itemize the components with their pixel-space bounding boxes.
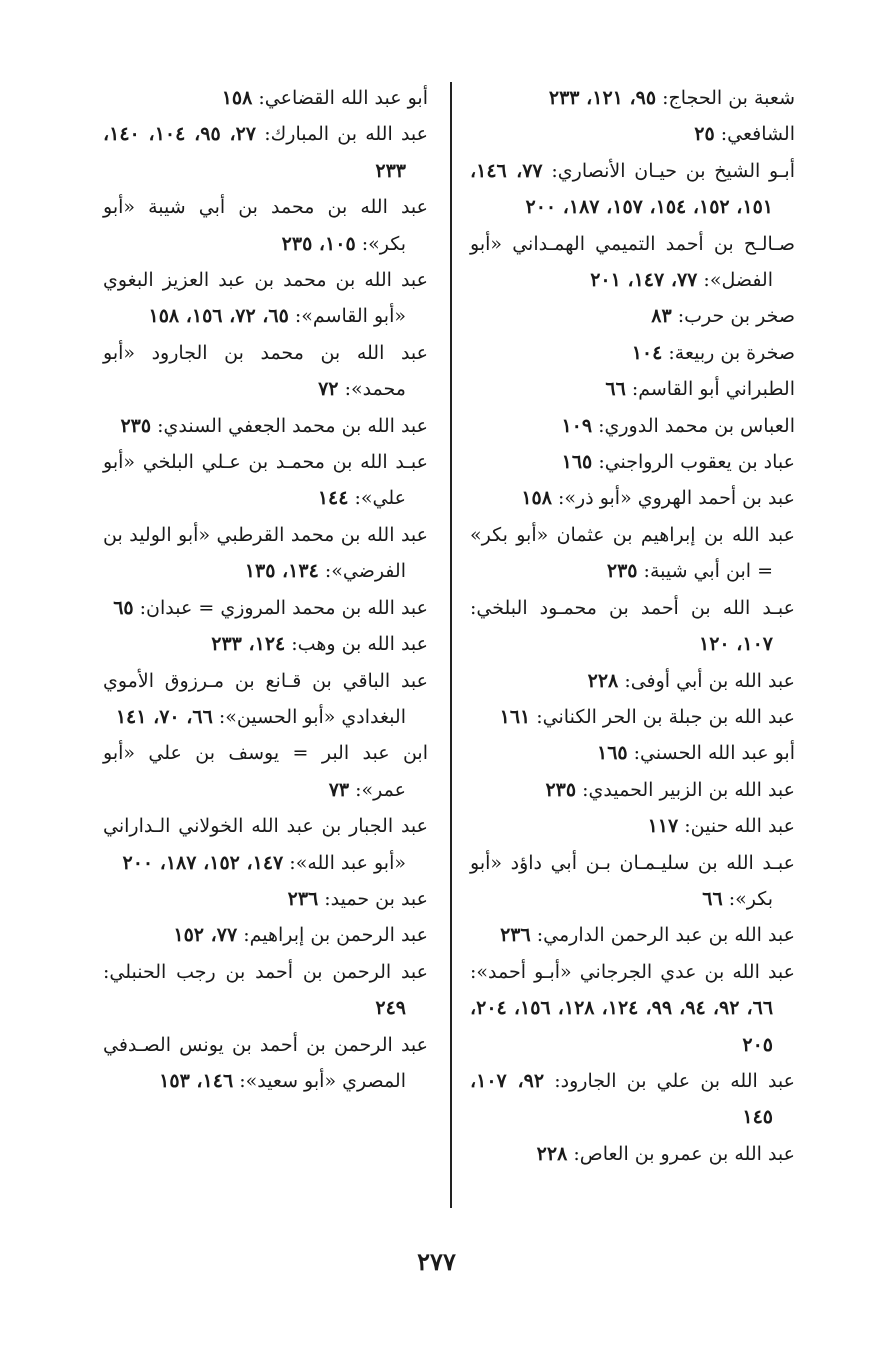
entry-name: عبد الله بن محمد بن أبي شيبة «أبو بكر»: [103, 196, 428, 255]
index-entry [470, 699, 795, 735]
entry-page-refs: ٦٦، ٧٠، ١٤١ [115, 705, 213, 728]
entry-page-refs: ٢٣٥ [120, 414, 152, 437]
index-entry [103, 590, 428, 626]
entry-page-refs: ٦٦ [702, 887, 723, 910]
entry-page-refs: ١٦١ [499, 705, 531, 728]
entry-name: عبد الله بن علي بن الجارود: [554, 1069, 795, 1092]
entry-name: عبـد الله بن سليـمـان بـن أبي داؤد «أبو بكر»: [470, 851, 795, 910]
index-entry [470, 116, 795, 152]
index-entry [470, 226, 795, 299]
entry-name: عبـد الله بن أحمد بن محمـود البلخي: [470, 596, 795, 619]
entry-name: عبد الله بن محمد الجعفي السندي: [157, 414, 428, 437]
entry-name: عبد الله بن عدي الجرجاني «أبـو أحمد»: [470, 960, 795, 983]
index-entry [470, 444, 795, 480]
index-column-left [103, 80, 428, 1099]
index-entry [470, 590, 795, 663]
index-entry [470, 153, 795, 226]
entry-name: العباس بن محمد الدوري: [598, 414, 795, 437]
entry-name: الطبراني أبو القاسم: [631, 378, 795, 401]
index-entry [470, 735, 795, 771]
entry-name: عبد الله بن عمرو بن العاص: [573, 1142, 795, 1165]
entry-page-refs: ٧٢ [318, 378, 339, 401]
entry-page-refs: ١٠٧، ١٢٠ [699, 633, 773, 656]
index-entry [470, 845, 795, 918]
index-entry [103, 663, 428, 736]
entry-page-refs: ٦٦، ٩٢، ٩٤، ٩٩، ١٢٤، ١٢٨، ١٥٦، ٢٠٤، ٢٠٥ [470, 997, 774, 1056]
entry-name: عبد الله بن محمد بن الجارود «أبو محمد»: [103, 341, 428, 401]
entry-page-refs: ١٥٨ [521, 487, 552, 510]
entry-page-refs: ٢٧، ٩٥، ١٠٤، ١٤٠، ٢٣٣ [103, 123, 406, 182]
index-entry [103, 881, 428, 917]
entry-page-refs: ٢٥ [694, 123, 715, 146]
index-entry [103, 408, 428, 444]
index-entry [103, 735, 428, 808]
entry-name: عبد الرحمن بن إبراهيم: [243, 924, 428, 947]
index-entry [470, 808, 795, 844]
entry-name: عبد بن أحمد الهروي «أبو ذر»: [558, 487, 795, 510]
index-entry [103, 116, 428, 189]
entry-page-refs: ١٥٨ [221, 87, 253, 109]
index-entry [103, 517, 428, 590]
entry-name: عبد بن حميد: [324, 887, 428, 910]
entry-page-refs: ٢٣٦ [500, 924, 531, 947]
entry-name: عبد الجبار بن عبد الله الخولاني الـداراني «أبو عبد الله»: [103, 815, 428, 874]
index-entry [470, 335, 795, 371]
entry-name: أبو عبد الله القضاعي: [258, 87, 428, 109]
entry-name: عبد الله بن محمد بن عبد العزيز البغوي «أبو القاسم»: [103, 269, 428, 328]
entry-name: عبد الله بن المبارك: [264, 123, 428, 146]
index-entry [470, 371, 795, 407]
entry-name: عبد الله حنين: [684, 815, 795, 838]
entry-name: عبد الله بن وهب: [291, 633, 428, 656]
entry-page-refs: ٦٥، ٧٢، ١٥٦، ١٥٨ [148, 305, 289, 328]
index-entry [470, 954, 795, 1063]
entry-page-refs: ١٦٥ [561, 451, 593, 474]
index-entry [470, 917, 795, 953]
entry-name: عبد الباقي بن قـانع بن مـرزوق الأموي البغدادي «أبو الحسين»: [103, 669, 428, 728]
entry-page-refs: ٦٥ [113, 596, 134, 619]
entry-page-refs: ٧٧، ١٤٧، ٢٠١ [590, 269, 698, 292]
entry-page-refs: ٦٦ [605, 378, 626, 401]
entry-page-refs: ١١٧ [647, 815, 679, 838]
entry-page-refs: ٩٢، ١٠٧، ١٤٥ [470, 1069, 773, 1129]
column-divider [450, 82, 452, 1208]
index-column-right [470, 80, 795, 1172]
entry-page-refs: ١٤٦، ١٥٣ [159, 1069, 234, 1092]
entry-page-refs: ١٠٤ [631, 341, 663, 364]
entry-page-refs: ١٢٤، ٢٣٣ [211, 633, 286, 656]
index-entry [470, 1136, 795, 1172]
entry-page-refs: ٢٣٥ [606, 560, 638, 583]
index-entry [470, 772, 795, 808]
entry-name: عباد بن يعقوب الرواجني: [598, 451, 795, 474]
entry-page-refs: ٢٣٦ [287, 887, 319, 910]
entry-name: عبد الله بن محمد المروزي = عبدان: [139, 596, 428, 619]
entry-name: شعبة بن الحجاج: [662, 87, 795, 109]
index-entry [103, 189, 428, 262]
index-entry [103, 954, 428, 1027]
entry-page-refs: ١٤٤ [317, 487, 349, 510]
entry-page-refs: ٢٣٥ [545, 778, 577, 801]
index-entry [103, 262, 428, 335]
entry-name: عبد الله بن أبي أوفى: [624, 669, 795, 692]
entry-page-refs: ٢٢٨ [536, 1142, 568, 1165]
entry-name: عبد الله بن الزبير الحميدي: [582, 778, 795, 801]
entry-page-refs: ١٠٥، ٢٣٥ [281, 232, 356, 255]
entry-page-refs: ١٣٤، ١٣٥ [244, 560, 319, 583]
entry-name: ابن عبد البر = يوسف بن علي «أبو عمر»: [103, 742, 428, 801]
entry-name: الشافعي: [720, 123, 795, 146]
entry-name: عبد الله بن محمد القرطبي «أبو الوليد بن الفرضي»: [103, 523, 428, 583]
entry-name: عبد الله بن إبراهيم بن عثمان «أبو بكر» = ابن أبي شيبة: [470, 523, 795, 583]
entry-page-refs: ١٤٧، ١٥٢، ١٨٧، ٢٠٠ [122, 851, 284, 874]
index-entry [470, 663, 795, 699]
index-entry [470, 480, 795, 516]
entry-name: عبـد الله بن محمـد بن عـلي البلخي «أبو علي»: [103, 451, 428, 510]
entry-name: صخر بن حرب: [677, 305, 795, 328]
entry-page-refs: ٢٢٨ [587, 669, 619, 692]
index-entry [103, 80, 428, 116]
entry-name: عبد الله بن جبلة بن الحر الكناني: [536, 705, 795, 728]
entry-page-refs: ١٠٩ [561, 414, 593, 437]
index-entry [470, 298, 795, 334]
index-entry [103, 626, 428, 662]
entry-name: أبـو الشيخ بن حيـان الأنصاري: [551, 159, 795, 182]
entry-name: عبد الرحمن بن أحمد بن رجب الحنبلي: [103, 960, 428, 983]
index-entry [103, 444, 428, 517]
index-entry [470, 517, 795, 590]
entry-page-refs: ٢٤٩ [375, 997, 406, 1020]
index-entry [470, 80, 795, 116]
index-entry [470, 1063, 795, 1136]
entry-page-refs: ٧٣ [328, 778, 350, 801]
entry-name: عبد الرحمن بن أحمد بن يونس الصـدفي المصري «أبو سعيد»: [103, 1033, 428, 1092]
entry-page-refs: ٩٥، ١٢١، ٢٣٣ [548, 87, 657, 109]
index-entry [103, 808, 428, 881]
index-entry [103, 1027, 428, 1100]
entry-name: عبد الله بن عبد الرحمن الدارمي: [536, 924, 795, 947]
entry-page-refs: ٨٣ [651, 305, 672, 328]
page-number: ٢٧٧ [417, 1247, 456, 1276]
index-entry [470, 408, 795, 444]
entry-name: صخرة بن ربيعة: [668, 341, 795, 364]
entry-name: صـالـح بن أحمد التميمي الهمـداني «أبو الفضل»: [470, 232, 795, 292]
entry-name: أبو عبد الله الحسني: [633, 742, 795, 765]
index-entry [103, 917, 428, 953]
entry-page-refs: ٧٧، ١٥٢ [173, 924, 238, 947]
entry-page-refs: ٧٧، ١٤٦، ١٥١، ١٥٢، ١٥٤، ١٥٧، ١٨٧، ٢٠٠ [470, 159, 773, 219]
entry-page-refs: ١٦٥ [596, 742, 628, 765]
index-entry [103, 335, 428, 408]
